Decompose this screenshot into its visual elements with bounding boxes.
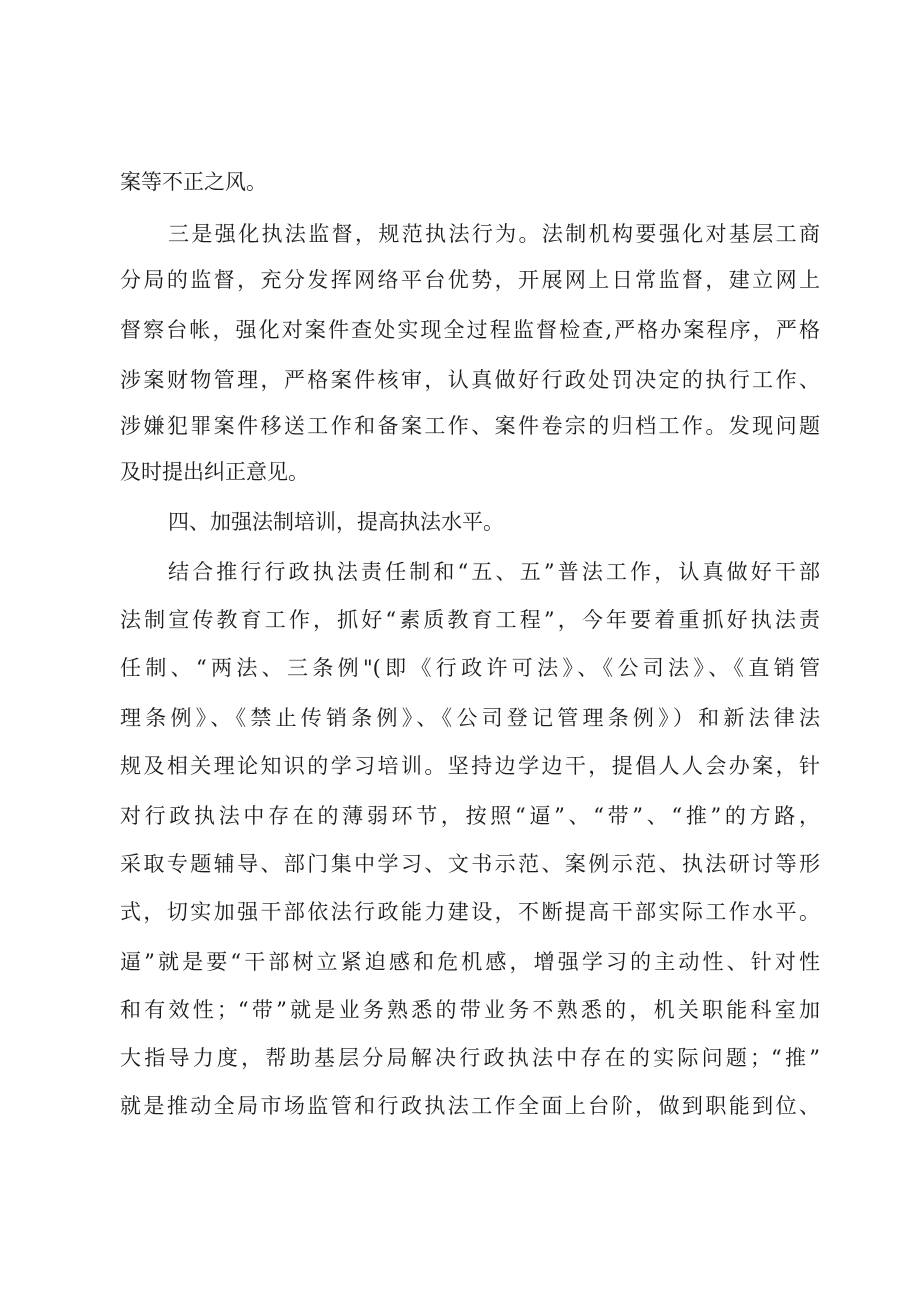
paragraph-line: 涉嫌犯罪案件移送工作和备案工作、案件卷宗的归档工作。发现问题	[120, 414, 820, 438]
paragraph-line: 案等不正之风。	[120, 170, 267, 194]
paragraph-line: 及时提出纠正意见。	[120, 460, 309, 484]
paragraph-line: 督察台帐，强化对案件查处实现全过程监督检查,严格办案程序，严格	[120, 318, 820, 342]
paragraph-line: 三是强化执法监督，规范执法行为。法制机构要强化对基层工商	[168, 222, 820, 246]
paragraph-line: 对行政执法中存在的薄弱环节，按照“逼”、“带”、“推”的方路，	[120, 804, 820, 828]
paragraph-line: 结合推行行政执法责任制和“五、五”普法工作，认真做好干部	[168, 560, 820, 584]
paragraph-line: 法制宣传教育工作，抓好“素质教育工程”，今年要着重抓好执法责	[120, 608, 820, 632]
paragraph-line: 就是推动全局市场监管和行政执法工作全面上台阶，做到职能到位、	[120, 1094, 820, 1118]
section-heading: 四、加强法制培训，提高执法水平。	[168, 510, 504, 534]
paragraph-line: 采取专题辅导、部门集中学习、文书示范、案例示范、执法研讨等形	[120, 852, 820, 876]
paragraph-line: 式，切实加强干部依法行政能力建设，不断提高干部实际工作水平。	[120, 900, 820, 924]
paragraph-line: 规及相关理论知识的学习培训。坚持边学边干，提倡人人会办案，针	[120, 754, 820, 778]
paragraph-line: 任制、“两法、三条例"(即《行政许可法》、《公司法》、《直销管	[120, 656, 820, 680]
paragraph-line: 理条例》、《禁止传销条例》、《公司登记管理条例》）和新法律法	[120, 706, 820, 730]
paragraph-line: 和有效性；“带”就是业务熟悉的带业务不熟悉的，机关职能科室加	[120, 998, 820, 1022]
paragraph-line: 分局的监督，充分发挥网络平台优势，开展网上日常监督，建立网上	[120, 268, 820, 292]
paragraph-line: 逼”就是要“干部树立紧迫感和危机感，增强学习的主动性、针对性	[120, 950, 820, 974]
paragraph-line: 涉案财物管理，严格案件核审，认真做好行政处罚决定的执行工作、	[120, 368, 820, 392]
paragraph-line: 大指导力度，帮助基层分局解决行政执法中存在的实际问题；“推”	[120, 1046, 820, 1070]
